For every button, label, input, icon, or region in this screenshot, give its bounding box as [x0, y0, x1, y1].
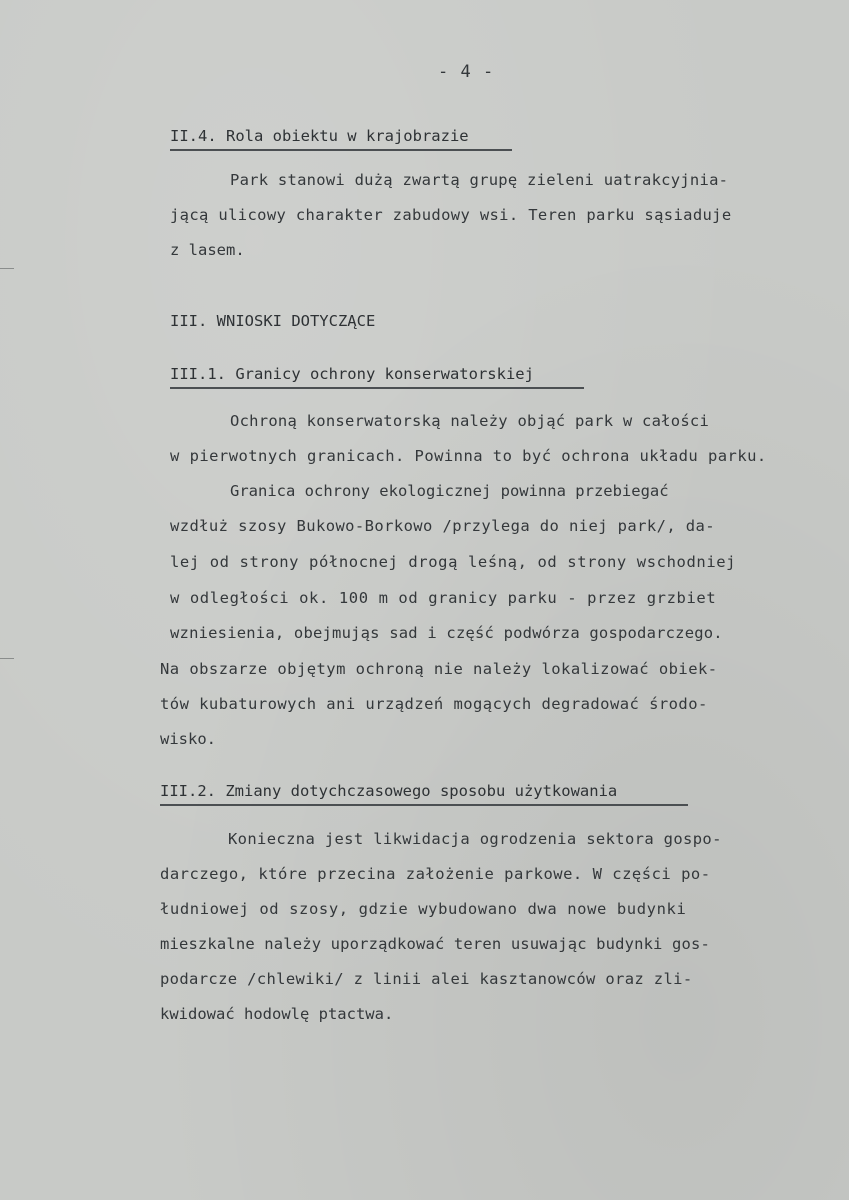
paragraph-line: w odległości ok. 100 m od granicy parku - przez grzbiet — [170, 589, 717, 607]
left-edge-mark — [0, 268, 14, 269]
section-heading-conclusions: III. WNIOSKI DOTYCZĄCE — [170, 312, 376, 330]
paragraph-line: Granica ochrony ekologicznej powinna przebiegać — [230, 482, 669, 500]
paragraph-line: łudniowej od szosy, gdzie wybudowano dwa nowe budynki — [160, 900, 687, 918]
paragraph-line: Park stanowi dużą zwartą grupę zieleni uatrakcyjnia- — [230, 171, 729, 189]
paragraph-line: darczego, które przecina założenie parkowe. W części po- — [160, 865, 711, 883]
paragraph-line: mieszkalne należy uporządkować teren usuwając budynki gos- — [160, 935, 710, 953]
paragraph-line: kwidować hodowlę ptactwa. — [160, 1005, 394, 1023]
paragraph-line: lej od strony północnej drogą leśną, od strony wschodniej — [170, 553, 737, 571]
paragraph-line: w pierwotnych granicach. Powinna to być ochrona układu parku. — [170, 447, 767, 465]
section-heading-usage-changes: III.2. Zmiany dotychczasowego sposobu użytkowania — [160, 782, 688, 806]
paragraph-line: Na obszarze objętym ochroną nie należy lokalizować obiek- — [160, 660, 718, 678]
section-heading-protection-boundaries: III.1. Granicy ochrony konserwatorskiej — [170, 365, 584, 389]
page-number: - 4 - — [438, 62, 495, 82]
paragraph-line: Konieczna jest likwidacja ogrodzenia sektora gospo- — [228, 830, 722, 848]
paragraph-line: z lasem. — [170, 241, 245, 259]
paragraph-line: podarcze /chlewiki/ z linii alei kasztanowców oraz zli- — [160, 970, 693, 988]
paragraph-line: wzniesienia, obejmująs sad i część podwórza gospodarczego. — [170, 624, 723, 642]
paragraph-line: wzdłuż szosy Bukowo-Borkowo /przylega do niej park/, da- — [170, 517, 715, 535]
paragraph-line: Ochroną konserwatorską należy objąć park w całości — [230, 412, 710, 430]
paragraph-line: tów kubaturowych ani urządzeń mogących degradować środo- — [160, 695, 708, 713]
left-edge-mark — [0, 658, 14, 659]
section-heading-landscape-role: II.4. Rola obiektu w krajobrazie — [170, 127, 512, 151]
paragraph-line: wisko. — [160, 730, 216, 748]
paragraph-line: jącą ulicowy charakter zabudowy wsi. Teren parku sąsiaduje — [170, 206, 732, 224]
